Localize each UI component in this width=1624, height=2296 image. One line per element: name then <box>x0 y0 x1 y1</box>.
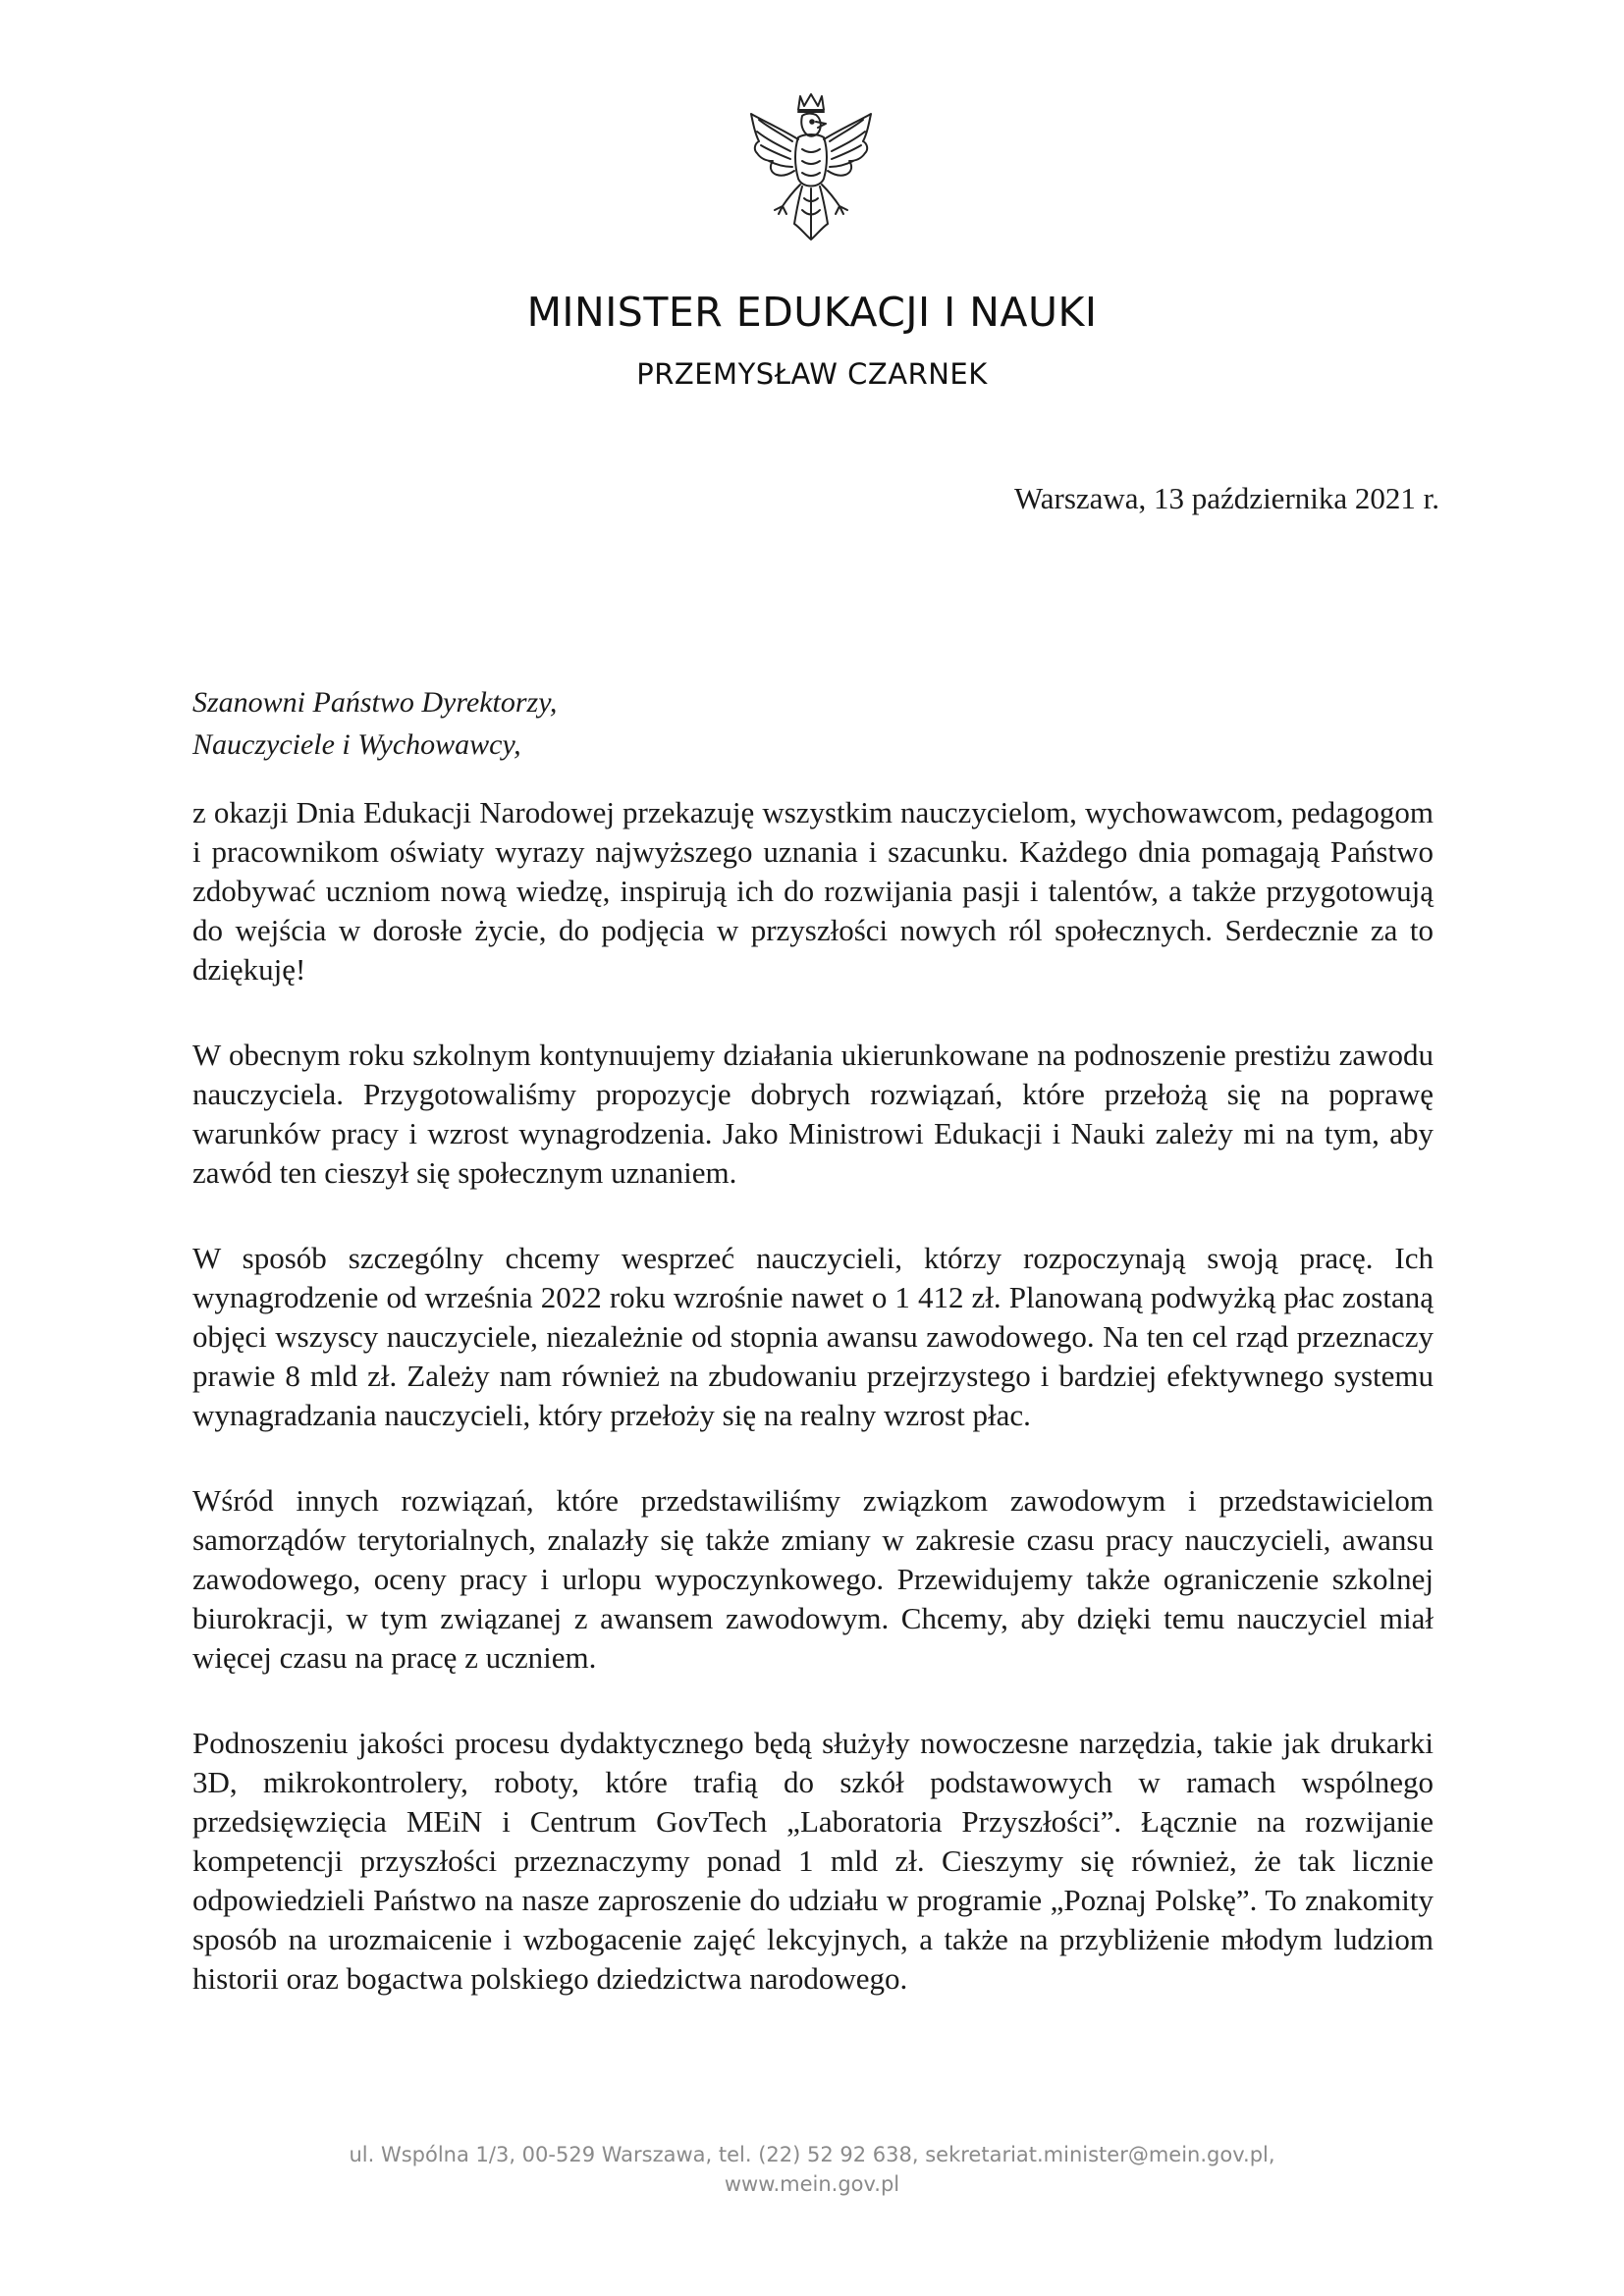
page-title: MINISTER EDUKACJI I NAUKI <box>526 289 1098 336</box>
footer-address: ul. Wspólna 1/3, 00-529 Warszawa, tel. (22) 52 92 638, sekretariat.minister@mein.gov.pl, <box>349 2143 1275 2166</box>
footer-website: www.mein.gov.pl <box>724 2172 900 2196</box>
salutation <box>192 681 557 766</box>
body-paragraph: Wśród innych rozwiązań, które przedstawiliśmy związkom zawodowym i przedstawicielom samorządów terytorialnych, znalazły się także zmiany w zakresie czasu pracy nauczycieli, awansu zawodowego, oceny pracy i urlopu wypoczynkowego. Przewidujemy także ograniczenie szkolnej biurokracji, w tym związanej z awansem zawodowym. Chcemy, aby dzięki temu nauczyciel miał więcej czasu na pracę z uczniem. <box>192 1483 1434 1675</box>
body-paragraph: W sposób szczególny chcemy wesprzeć nauczycieli, którzy rozpoczynają swoją pracę. Ich wynagrodzenie od września 2022 roku wzrośnie nawet o 1 412 zł. Planowaną podwyżką płac zostaną objęci wszyscy nauczyciele, niezależnie od stopnia awansu zawodowego. Na ten cel rząd przeznaczy prawie 8 mld zł. Zależy nam również na zbudowaniu przejrzystego i bardziej efektywnego systemu wynagradzania nauczycieli, który przełoży się na realny wzrost płac. <box>192 1241 1434 1432</box>
body-paragraph: W obecnym roku szkolnym kontynuujemy działania ukierunkowane na podnoszenie prestiżu zawodu nauczyciela. Przygotowaliśmy propozycje dobrych rozwiązań, które przełożą się na poprawę warunków pracy i wzrost wynagrodzenia. Jako Ministrowi Edukacji i Nauki zależy mi na tym, aby zawód ten cieszył się społecznym uznaniem. <box>192 1038 1434 1190</box>
salutation-line: Szanowni Państwo Dyrektorzy, <box>192 686 558 719</box>
body-paragraph: z okazji Dnia Edukacji Narodowej przekazuję wszystkim nauczycielom, wychowawcom, pedagogom i pracownikom oświaty wyrazy najwyższego uznania i szacunku. Każdego dnia pomagają Państwo zdobywać uczniom nową wiedzę, inspirują ich do rozwijania pasji i talentów, a także przygotowują do wejścia w dorosłe życie, do podjęcia w przyszłości nowych ról społecznych. Serdecznie za to dziękuję! <box>192 795 1434 987</box>
polish-eagle-emblem-icon <box>743 90 879 242</box>
footer <box>0 2140 1624 2199</box>
body-paragraph: Podnoszeniu jakości procesu dydaktycznego będą służyły nowoczesne narzędzia, takie jak drukarki 3D, mikrokontrolery, roboty, które trafią do szkół podstawowych w ramach wspólnego przedsięwzięcia MEiN i Centrum GovTech „Laboratoria Przyszłości”. Łącznie na rozwijanie kompetencji przyszłości przeznaczymy ponad 1 mld zł. Cieszymy się również, że tak licznie odpowiedzieli Państwo na nasze zaproszenie do udziału w programie „Poznaj Polskę”. To znakomity sposób na urozmaicenie i wzbogacenie zajęć lekcyjnych, a także na przybliżenie młodym ludziom historii oraz bogactwa polskiego dziedzictwa narodowego. <box>192 1726 1434 1996</box>
letter-body <box>192 793 1434 2045</box>
minister-name: PRZEMYSŁAW CZARNEK <box>636 357 988 391</box>
letter-date: Warszawa, 13 października 2021 r. <box>1013 481 1439 515</box>
salutation-line: Nauczyciele i Wychowawcy, <box>192 728 521 761</box>
